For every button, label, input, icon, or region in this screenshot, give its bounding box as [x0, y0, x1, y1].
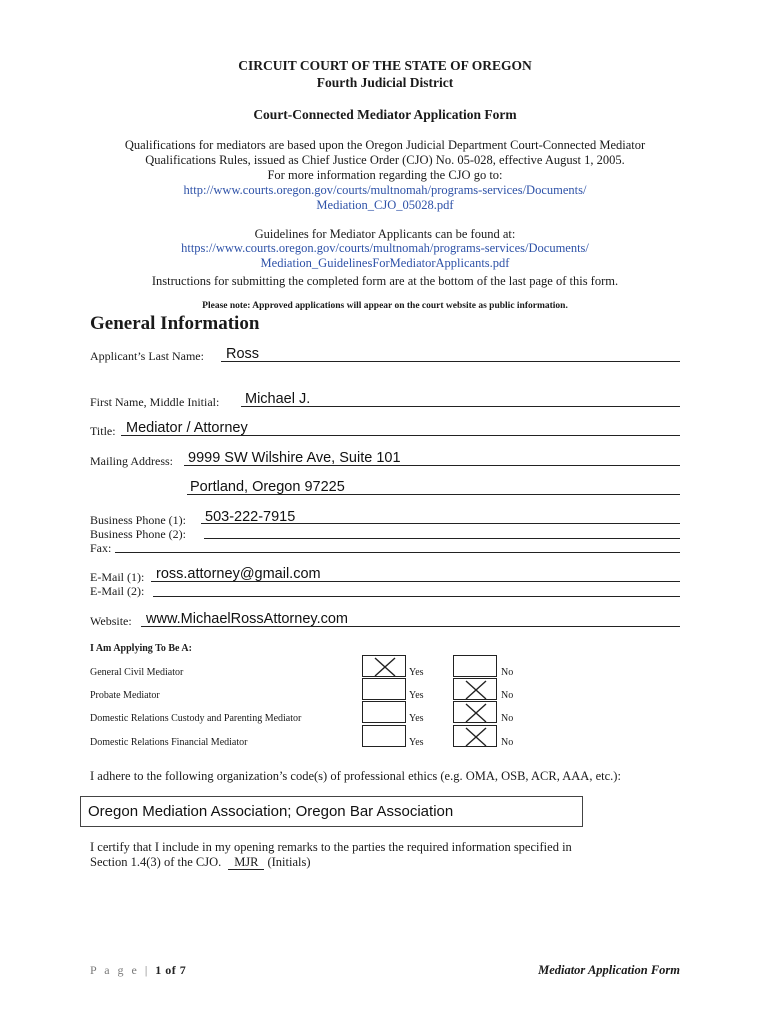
- public-note: Please note: Approved applications will appear on the court website as public information.: [202, 301, 568, 311]
- footer-form-name: Mediator Application Form: [538, 963, 680, 977]
- certify-prefix: Section 1.4(3) of the CJO.: [90, 855, 222, 869]
- yes-checkbox[interactable]: [362, 678, 406, 700]
- yes-label: Yes: [409, 667, 424, 678]
- last-name-line: [221, 361, 680, 362]
- page-word: P a g e: [90, 963, 140, 977]
- title-label: Title:: [90, 424, 116, 438]
- website-label: Website:: [90, 614, 132, 628]
- form-title: Court-Connected Mediator Application Form: [253, 107, 517, 122]
- certify-line-2: [90, 855, 311, 870]
- mailing-address-line-2[interactable]: Portland, Oregon 97225: [190, 479, 345, 495]
- no-checkbox[interactable]: [453, 655, 497, 677]
- phone-2-line: [204, 538, 680, 539]
- phone-1-label: Business Phone (1):: [90, 513, 186, 527]
- cjo-link-part-1[interactable]: http://www.courts.oregon.gov/courts/multnomah/programs-services/Documents/: [183, 183, 587, 197]
- guidelines-text: Guidelines for Mediator Applicants can be found at:: [254, 227, 516, 241]
- guidelines-link-part-2[interactable]: Mediation_GuidelinesForMediatorApplicants.pdf: [260, 256, 510, 270]
- x-mark-icon: [463, 726, 489, 748]
- email-1-label: E-Mail (1):: [90, 570, 145, 584]
- title-field[interactable]: Mediator / Attorney: [126, 420, 248, 436]
- no-label: No: [501, 667, 514, 678]
- cjo-link-part-2[interactable]: Mediation_CJO_05028.pdf: [316, 198, 454, 212]
- last-name-label: Applicant’s Last Name:: [90, 349, 204, 363]
- x-mark-icon: [463, 702, 489, 724]
- guidelines-link-part-1[interactable]: https://www.courts.oregon.gov/courts/multnomah/programs-services/Documents/: [181, 241, 589, 255]
- applying-row-label: General Civil Mediator: [90, 667, 184, 678]
- yes-label: Yes: [409, 737, 424, 748]
- applying-row-label: Domestic Relations Custody and Parenting Mediator: [90, 713, 302, 724]
- court-name: CIRCUIT COURT OF THE STATE OF OREGON: [238, 58, 532, 73]
- cjo-link[interactable]: [0, 183, 770, 213]
- first-name-label: First Name, Middle Initial:: [90, 395, 220, 409]
- applying-row-label: Domestic Relations Financial Mediator: [90, 737, 248, 748]
- applying-heading: I Am Applying To Be A:: [90, 643, 192, 654]
- email-1-field[interactable]: ross.attorney@gmail.com: [156, 566, 321, 582]
- fax-line: [115, 552, 680, 553]
- instructions-text: Instructions for submitting the completed form are at the bottom of the last page of this form.: [151, 274, 619, 288]
- no-label: No: [501, 690, 514, 701]
- phone-2-label: Business Phone (2):: [90, 527, 186, 541]
- x-mark-icon: [463, 679, 489, 701]
- no-checkbox[interactable]: [453, 701, 497, 723]
- email-2-label: E-Mail (2):: [90, 584, 145, 598]
- mailing-address-label: Mailing Address:: [90, 454, 173, 468]
- intro-line-3: For more information regarding the CJO go to:: [267, 168, 503, 182]
- fax-label: Fax:: [90, 541, 112, 555]
- ethics-prompt: I adhere to the following organization’s code(s) of professional ethics (e.g. OMA, OSB, ACR, AAA, etc.):: [90, 769, 621, 783]
- yes-label: Yes: [409, 690, 424, 701]
- certify-line-1: I certify that I include in my opening remarks to the parties the required information specified in: [90, 840, 572, 854]
- no-label: No: [501, 737, 514, 748]
- page-indicator: P a g e | 1 of 7: [90, 963, 187, 977]
- section-title: General Information: [90, 313, 260, 334]
- yes-label: Yes: [409, 713, 424, 724]
- initials-field[interactable]: MJR: [228, 856, 264, 870]
- no-label: No: [501, 713, 514, 724]
- phone-1-field[interactable]: 503-222-7915: [205, 509, 296, 525]
- mailing-address-line-1[interactable]: 9999 SW Wilshire Ave, Suite 101: [188, 450, 401, 466]
- no-checkbox[interactable]: [453, 678, 497, 700]
- no-checkbox[interactable]: [453, 725, 497, 747]
- website-field[interactable]: www.MichaelRossAttorney.com: [146, 611, 348, 627]
- yes-checkbox[interactable]: [362, 725, 406, 747]
- x-mark-icon: [372, 656, 398, 678]
- ethics-field[interactable]: Oregon Mediation Association; Oregon Bar Association: [80, 796, 583, 827]
- yes-checkbox[interactable]: [362, 655, 406, 677]
- district-name: Fourth Judicial District: [316, 75, 454, 90]
- certify-suffix: (Initials): [267, 855, 311, 869]
- yes-checkbox[interactable]: [362, 701, 406, 723]
- first-name-field[interactable]: Michael J.: [245, 391, 311, 407]
- last-name-field[interactable]: Ross: [226, 346, 260, 362]
- guidelines-link[interactable]: [0, 241, 770, 271]
- intro-line-1: Qualifications for mediators are based upon the Oregon Judicial Department Court-Connected Mediator: [124, 138, 646, 152]
- page-number: 1 of 7: [155, 963, 187, 977]
- applying-row-label: Probate Mediator: [90, 690, 160, 701]
- intro-line-2: Qualifications Rules, issued as Chief Justice Order (CJO) No. 05-028, effective August 1, 2005.: [145, 153, 625, 167]
- email-2-line: [153, 596, 680, 597]
